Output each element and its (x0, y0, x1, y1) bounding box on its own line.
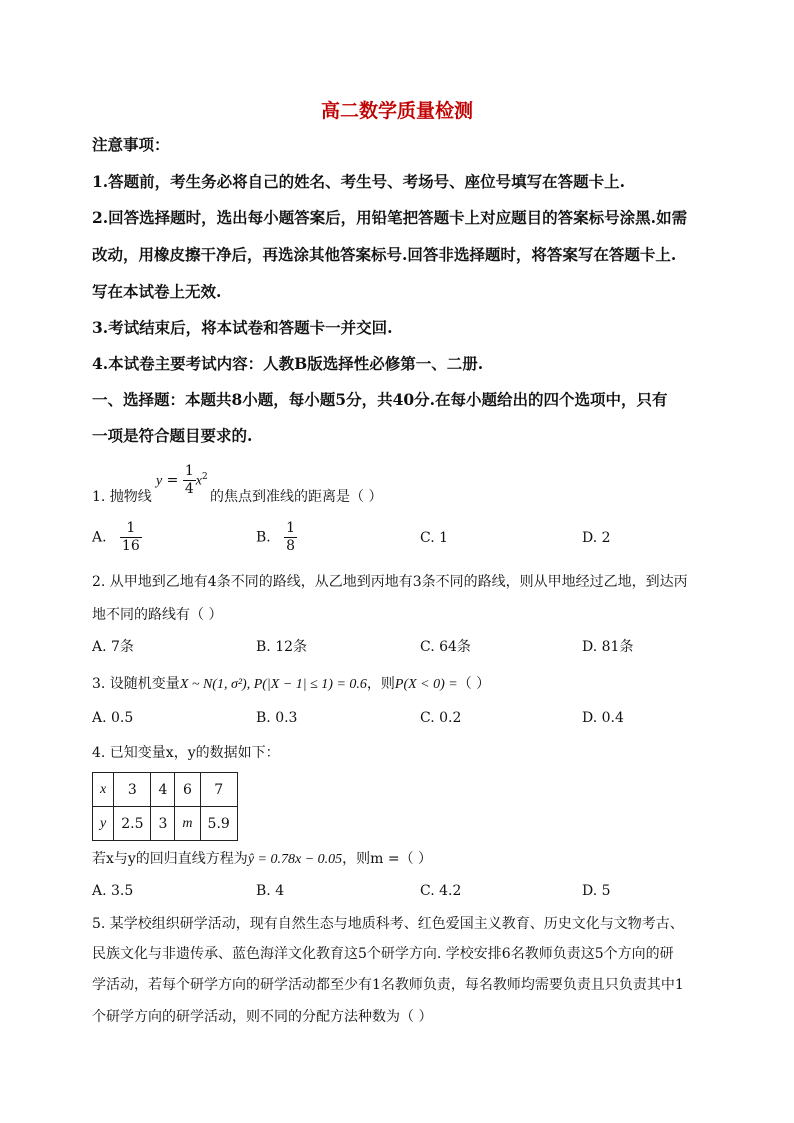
q3-option-a: A. 0.5 (92, 710, 134, 726)
q2-stem-cont: 地不同的路线有（ ） (92, 607, 223, 623)
notice-item-2-cont2: 写在本试卷上无效. (92, 282, 222, 301)
q1-stem-prefix: 1. 抛物线 (92, 489, 152, 505)
section-heading: 一、选择题：本题共8小题，每小题5分，共40分.在每小题给出的四个选项中，只有 (92, 390, 668, 409)
q5-stem-cont: 民族文化与非遗传承、蓝色海洋文化教育这5个研学方向. 学校安排6名教师负责这5个方向的研 (92, 946, 674, 962)
q1-option-c: C. 1 (420, 530, 449, 546)
notice-item-1: 1.答题前，考生务必将自己的姓名、考生号、考场号、座位号填写在答题卡上. (92, 172, 626, 191)
q2-option-c: C. 64条 (420, 639, 471, 655)
q2-stem: 2. 从甲地到乙地有4条不同的路线，从乙地到丙地有3条不同的路线，则从甲地经过乙地，到达丙 (92, 574, 688, 590)
table-cell: 6 (175, 773, 200, 807)
q1-stem-suffix: 的焦点到准线的距离是（ ） (210, 489, 383, 505)
table-cell: 5.9 (200, 807, 237, 841)
q4-option-a: A. 3.5 (92, 883, 134, 899)
q1-option-b: B. $\frac{1}{8}$ (256, 520, 296, 554)
q3-option-d: D. 0.4 (582, 710, 624, 726)
q4-stem: 4. 已知变量x，y的数据如下： (92, 745, 280, 761)
table-row (93, 807, 238, 841)
q1-fraction: $\frac{1}{4}$ (184, 463, 194, 497)
notice-item-2-cont: 改动，用橡皮擦干净后，再选涂其他答案标号.回答非选择题时，将答案写在答题卡上. (92, 245, 677, 264)
q2-option-b: B. 12条 (256, 639, 308, 655)
q2-option-a: A. 7条 (92, 639, 134, 655)
q1-option-d: D. 2 (582, 530, 611, 546)
page-title: 高二数学质量检测 (320, 100, 473, 122)
q4-option-b: B. 4 (256, 883, 285, 899)
table-cell: m (175, 807, 200, 841)
q1-option-a: A. $\frac{1}{16}$ (92, 520, 140, 554)
q5-stem-cont3: 个研学方向的研学活动，则不同的分配方法种数为（ ） (92, 1009, 433, 1025)
q4-data-table (92, 772, 238, 841)
q4-option-d: D. 5 (582, 883, 611, 899)
q3-math-probability: P(X < 0) = (394, 677, 458, 692)
q4-regression-equation: ŷ = 0.78x − 0.05 (247, 852, 343, 867)
notice-heading: 注意事项： (92, 135, 170, 154)
q4-option-c: C. 4.2 (420, 883, 462, 899)
table-cell: 3 (151, 807, 175, 841)
q3-math-distribution: X ~ N(1, σ²), P(|X − 1| ≤ 1) = 0.6 (179, 677, 367, 692)
table-row (93, 773, 238, 807)
q3-stem: 3. 设随机变量X ~ N(1, σ²), P(|X − 1| ≤ 1) = 0.6，则P(X < 0) =（ ） (92, 676, 491, 692)
q1-equation: y = $\frac{1}{4}$ $x^2$ (156, 463, 208, 497)
table-cell: 2.5 (114, 807, 151, 841)
table-cell: 4 (151, 773, 175, 807)
notice-item-2: 2.回答选择题时，选出每小题答案后，用铅笔把答题卡上对应题目的答案标号涂黑.如需 (92, 208, 688, 227)
q3-option-b: B. 0.3 (256, 710, 298, 726)
q5-stem-cont2: 学活动，若每个研学方向的研学活动都至少有1名教师负责，每名教师均需要负责且只负责其中1 (92, 977, 684, 993)
notice-item-4: 4.本试卷主要考试内容：人教B版选择性必修第一、二册. (92, 354, 484, 373)
q3-option-c: C. 0.2 (420, 710, 462, 726)
table-cell: y (93, 807, 114, 841)
table-cell: x (93, 773, 114, 807)
q5-stem: 5. 某学校组织研学活动，现有自然生态与地质科考、红色爱国主义教育、历史文化与文物考古、 (92, 916, 684, 932)
q4-regression-line: 若x与y的回归直线方程为ŷ = 0.78x − 0.05，则m =（ ） (92, 851, 433, 867)
section-heading-cont: 一项是符合题目要求的. (92, 426, 253, 445)
table-cell: 7 (200, 773, 237, 807)
q2-option-d: D. 81条 (582, 639, 634, 655)
notice-item-3: 3.考试结束后，将本试卷和答题卡一并交回. (92, 318, 393, 337)
table-cell: 3 (114, 773, 151, 807)
